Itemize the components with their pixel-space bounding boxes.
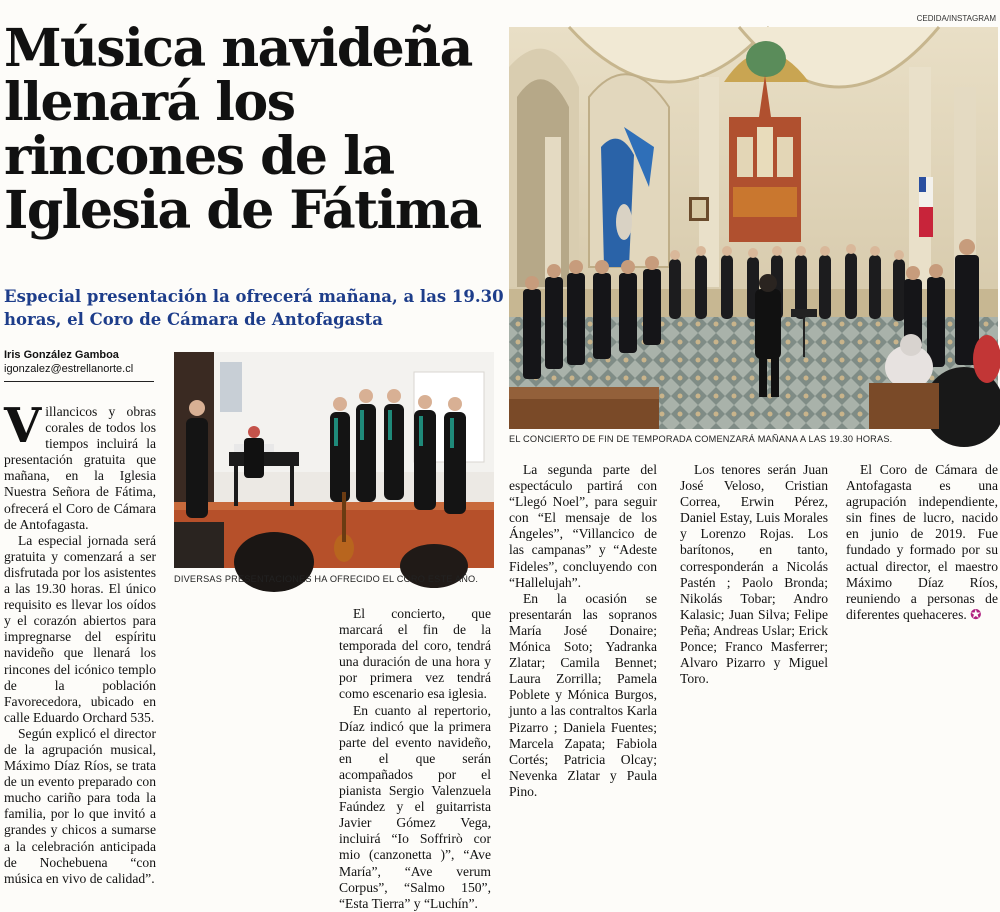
author-name: Iris González Gamboa <box>4 349 119 361</box>
paragraph: En cuanto al repertorio, Díaz indicó que la primera parte del evento navideño, en el que serán acompañados por el pianista Sergio Valenzuela Faúndez y el guitarrista Javier Gómez Vega, incluirá “Io Soffrirò cor mio (canzonetta )”, “Ave María”, “Ave verum Corpus”, “Salmo 150”, “Esta Tierra” y “Luchín”. <box>339 702 491 911</box>
paragraph: Los tenores serán Juan José Veloso, Cristian Correa, Erwin Pérez, Daniel Estay, Luis Morales y Lorenzo Rojas. Los barítonos, en tanto, corresponderán a Nicolás Pastén ; Paolo Bronda; Nikolás Tobar; Andro Kalasic; Juan Silva; Felipe Peña; Andreas Uslar; Erick Ponce; Franco Masferrer; Alvaro Pizarro y Miguel Toro. <box>680 462 828 687</box>
article-column-1 <box>4 398 156 886</box>
end-mark-icon: ✪ <box>970 606 982 622</box>
drop-cap: V <box>4 398 42 454</box>
church-choir-photo <box>509 27 998 429</box>
paragraph: En la ocasión se presentarán las sopranos María José Donaire; Mónica Soto; Yadranka Zlatar; Camila Bennet; Laura Zorrilla; Pamela Poblete y Mónica Burgos, junto a las contraltos Karla Pizarro ; Daniela Fuentes; Marcela Zapata; Fabiola Cortés; Patricia Olcay; Nevenka Zlatar y Paula Pino. <box>509 590 657 799</box>
paragraph: El concierto, que marcará el fin de la temporada del coro, tendrá una duración de una hora y por primera vez tendrá como escenario esa iglesia. <box>339 606 491 702</box>
choir-hall-photo <box>174 352 494 568</box>
lead-paragraph <box>4 398 156 533</box>
paragraph: Según explicó el director de la agrupación musical, Máximo Díaz Ríos, se trata de un evento preparado con mucho cariño para toda la familia, por lo que invitó a grandes y chicos a sumarse a la celebración anticipada de Nochebuena “con música en vivo de calidad”. <box>4 725 156 886</box>
paragraph: La especial jornada será gratuita y comenzará a ser disfrutada por los asistentes a las 19.30 horas. El único requisito es llevar los oídos y el corazón abiertos para impregnarse del espíritu navideño que llenará los rincones del icónico templo de la población Favorecedora, ubicado en calle Eduardo Orchard 535. <box>4 532 156 725</box>
paragraph: La segunda parte del espectáculo partirá con “Llegó Noel”, para seguir con “El mensaje de los Ángeles”, “Villancico de las campanas” y “Adeste Fideles”, concluyendo con “Hallelujah”. <box>509 462 657 590</box>
author-email[interactable]: igonzalez@estrellanorte.cl <box>4 363 134 375</box>
article-column-2 <box>174 606 326 749</box>
lead-text: illancicos y obras corales de todos los tiempos incluirá la presentación gratuita que mañana, en la Iglesia Nuestra Señora de Fátima, ofrecerá el Coro de Cámara de Antofagasta. <box>4 404 156 532</box>
article-column-6 <box>846 462 998 749</box>
byline-divider <box>4 381 154 382</box>
subheadline: Especial presentación la ofrecerá mañana, a las 19.30 horas, el Coro de Cámara de Antofagasta <box>4 287 504 329</box>
byline <box>4 348 156 376</box>
article-column-3 <box>339 606 491 911</box>
paragraph <box>846 462 998 623</box>
article-column-5 <box>680 462 828 749</box>
headline: Música navideña llenará los rincones de la Iglesia de Fátima <box>4 18 481 241</box>
closing-text: El Coro de Cámara de Antofagasta es una agrupación independiente, sin fines de lucro, nacido en junio de 2019. Fue fundado y formado por su actual director, el maestro Máximo Díaz Ríos, reuniendo a personas de diferentes quehaceres. <box>846 462 998 622</box>
main-photo-caption: EL CONCIERTO DE FIN DE TEMPORADA COMENZARÁ MAÑANA A LAS 19.30 HORAS. <box>509 434 893 444</box>
photo-credit: CEDIDA/INSTAGRAM <box>916 14 996 23</box>
small-photo-caption: DIVERSAS PRESENTACIONES HA OFRECIDO EL CORO ESTE AÑO. <box>174 574 479 584</box>
article-column-4 <box>509 462 657 799</box>
